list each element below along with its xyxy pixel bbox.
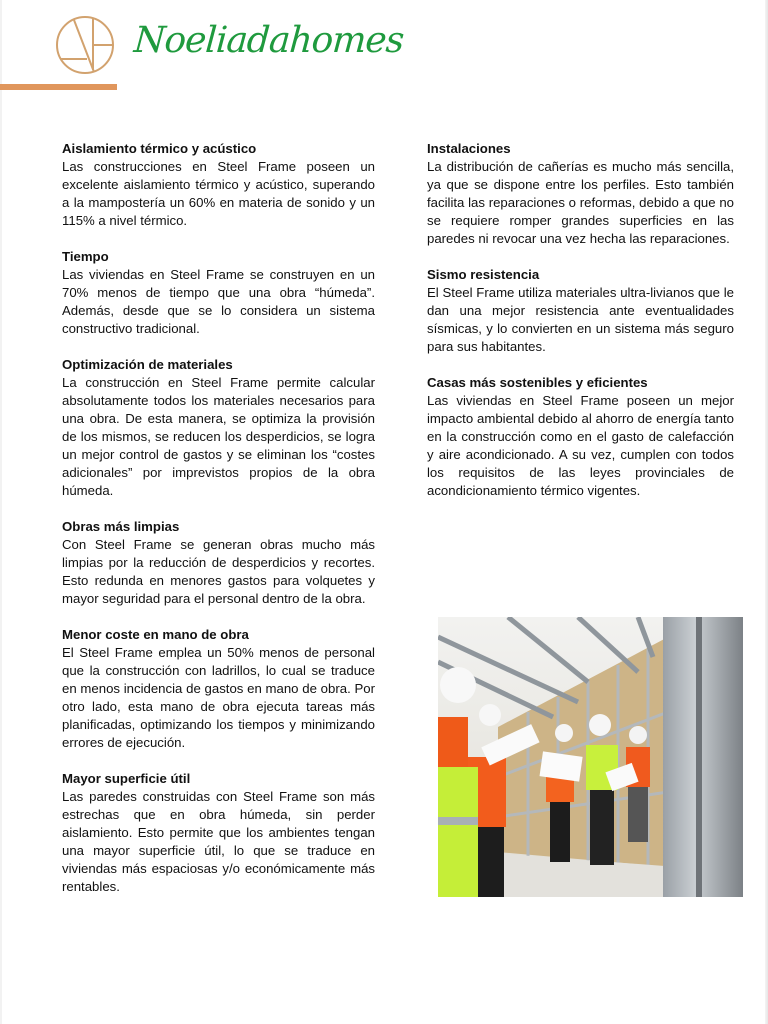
section-time xyxy=(62,248,375,338)
section-body: Las viviendas en Steel Frame se construyen en un 70% menos de tiempo que una obra “húmeda”. Además, desde que se lo considera un sistema constructivo tradicional. xyxy=(62,267,375,336)
right-column xyxy=(427,140,734,518)
section-title: Casas más sostenibles y eficientes xyxy=(427,375,648,390)
section-title: Optimización de materiales xyxy=(62,357,233,372)
page-edge-left xyxy=(0,0,2,1024)
left-column xyxy=(62,140,375,914)
header-accent-bar xyxy=(0,84,117,90)
section-title: Sismo resistencia xyxy=(427,267,540,282)
section-usable-area xyxy=(62,770,375,896)
construction-photo xyxy=(438,617,743,897)
section-seismic xyxy=(427,266,734,356)
section-body: La distribución de cañerías es mucho más sencilla, ya que se dispone entre los perfiles. Esto también facilita las reparaciones o reformas, debido a que no se requiere romper grandes superficies en las paredes ni revocar una vez hecha las reparaciones. xyxy=(427,159,734,246)
section-body: El Steel Frame utiliza materiales ultra-livianos que le dan una mejor resistencia ante eventualidades sísmicas, y lo convierten en un sistema más seguro para sus habitantes. xyxy=(427,285,734,354)
header xyxy=(0,0,768,100)
section-title: Instalaciones xyxy=(427,141,511,156)
construction-site-image xyxy=(438,617,743,897)
section-labor-cost xyxy=(62,626,375,752)
section-thermal-acoustic xyxy=(62,140,375,230)
section-body: El Steel Frame emplea un 50% menos de personal que la construcción con ladrillos, lo cual se traduce en menos incidencia de gastos en mano de obra. Por otro lado, esta mano de obra ejecuta tareas más planificadas, optimizando los tiempos y minimizando errores de ejecución. xyxy=(62,645,375,750)
section-clean-works xyxy=(62,518,375,608)
section-materials xyxy=(62,356,375,500)
section-title: Menor coste en mano de obra xyxy=(62,627,249,642)
circle-monogram-icon xyxy=(54,14,116,76)
section-sustainable xyxy=(427,374,734,500)
section-installations xyxy=(427,140,734,248)
section-body: Con Steel Frame se generan obras mucho más limpias por la reducción de desperdicios y recortes. Esto redunda en menores gastos para volquetes y mayor seguridad para el personal dentro de la obra. xyxy=(62,537,375,606)
section-body: La construcción en Steel Frame permite calcular absolutamente todos los materiales necesarios para una obra. De esta manera, se optimiza la provisión de los mismos, se reducen los desperdicios, se logra un mejor control de gastos y se eliminan los “costes adicionales” por imprevistos propios de la obra húmeda. xyxy=(62,375,375,498)
section-title: Aislamiento térmico y acústico xyxy=(62,141,257,156)
section-body: Las viviendas en Steel Frame poseen un mejor impacto ambiental debido al ahorro de energía tanto en la construcción como en el gasto de calefacción y aire acondicionado. A su vez, cumplen con todos los requisitos de las leyes provinciales de acondicionamiento térmico vigentes. xyxy=(427,393,734,498)
section-title: Mayor superficie útil xyxy=(62,771,191,786)
section-title: Obras más limpias xyxy=(62,519,180,534)
section-body: Las construcciones en Steel Frame poseen un excelente aislamiento térmico y acústico, superando a la mampostería un 60% en materia de sonido y un 115% a nivel térmico. xyxy=(62,159,375,228)
brand-name: Noeliadahomes xyxy=(132,20,405,61)
section-body: Las paredes construidas con Steel Frame son más estrechas que en obra húmeda, sin perder aislamiento. Esto permite que los ambientes tengan una mayor superficie útil, lo que se traduce en viviendas más espaciosas y/o económicamente más rentables. xyxy=(62,789,375,894)
section-title: Tiempo xyxy=(62,249,109,264)
